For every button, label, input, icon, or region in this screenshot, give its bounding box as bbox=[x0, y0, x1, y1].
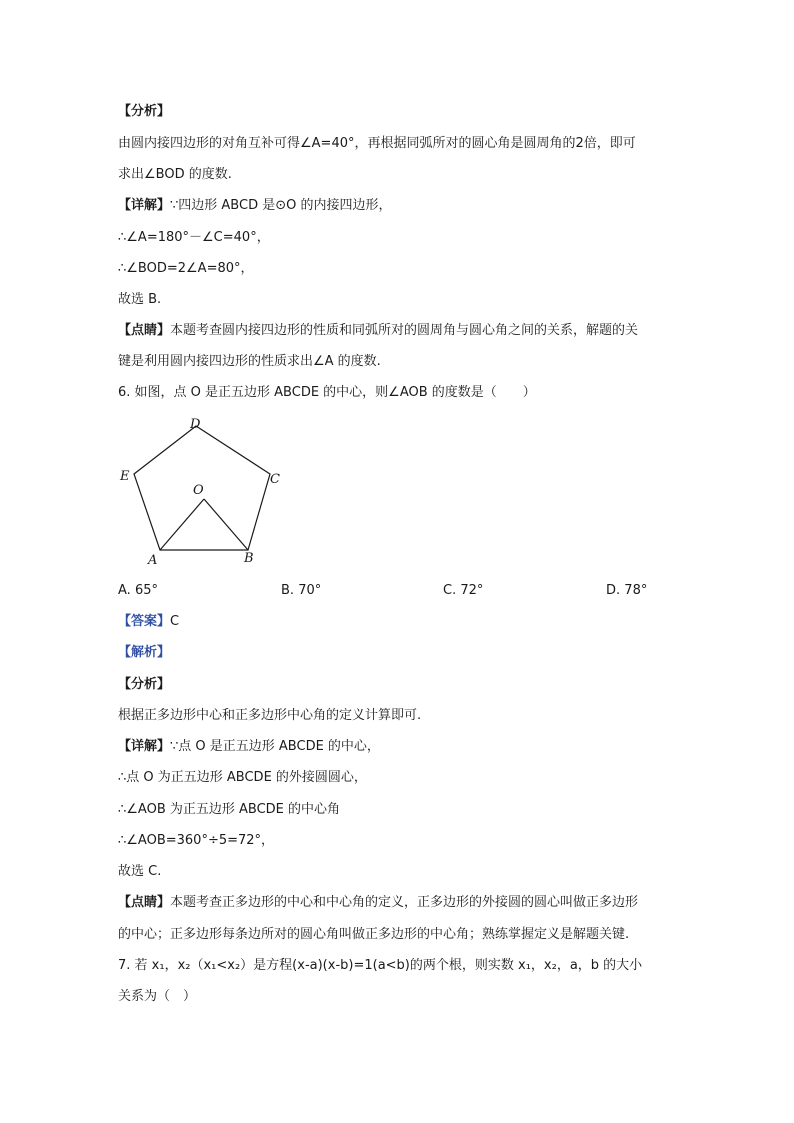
q6-detail-tag: 【详解】 bbox=[118, 739, 171, 754]
q6-comment-line2: 的中心；正多边形每条边所对的圆心角叫做正多边形的中心角；熟练掌握定义是解题关键. bbox=[118, 927, 630, 942]
q6-jiexi-tag: 【解析】 bbox=[118, 645, 171, 660]
segment-ob bbox=[204, 499, 248, 550]
q6-answer-tag: 【答案】 bbox=[118, 614, 171, 629]
q6-step3: ∴∠AOB=360°÷5=72°， bbox=[118, 833, 275, 848]
q6-analysis-text: 根据正多边形中心和正多边形中心角的定义计算即可. bbox=[118, 708, 422, 723]
option-letter: B. bbox=[281, 583, 295, 598]
option-letter: A. bbox=[118, 583, 131, 598]
prev-comment-line2: 键是利用圆内接四边形的性质求出∠A 的度数. bbox=[118, 354, 381, 369]
prev-analysis-line2: 求出∠BOD 的度数. bbox=[118, 167, 232, 182]
q7-stem-line2: 关系为（ ） bbox=[118, 989, 197, 1004]
q6-answer-value: C bbox=[170, 614, 180, 629]
q6-detail-line bbox=[118, 737, 380, 757]
prev-detail-text: ∵四边形 ABCD 是⊙O 的内接四边形， bbox=[170, 198, 392, 213]
q6-choose: 故选 C. bbox=[118, 864, 162, 879]
option-value: 65° bbox=[134, 583, 158, 598]
option-letter: D. bbox=[606, 583, 621, 598]
prev-step2: ∴∠BOD=2∠A=80°， bbox=[118, 261, 254, 276]
prev-detail-tag: 【详解】 bbox=[118, 198, 171, 213]
q6-option-d[interactable] bbox=[606, 581, 647, 601]
q6-stem: 6. 如图，点 O 是正五边形 ABCDE 的中心，则∠AOB 的度数是（ ） bbox=[118, 385, 536, 400]
label-o: O bbox=[193, 483, 204, 498]
q6-answer-line bbox=[118, 612, 179, 632]
prev-comment-text: 本题考查圆内接四边形的性质和同弧所对的圆周角与圆心角之间的关系，解题的关 bbox=[170, 323, 639, 338]
q6-comment-line1 bbox=[118, 893, 638, 913]
q6-option-b[interactable] bbox=[281, 581, 321, 601]
prev-comment-tag: 【点睛】 bbox=[118, 323, 171, 338]
option-value: 72° bbox=[460, 583, 484, 598]
q6-step1: ∴点 O 为正五边形 ABCDE 的外接圆圆心， bbox=[118, 770, 367, 785]
prev-analysis-tag: 【分析】 bbox=[118, 104, 171, 119]
prev-detail-line bbox=[118, 196, 391, 216]
prev-step1: ∴∠A=180°－∠C=40°， bbox=[118, 230, 270, 245]
label-c: C bbox=[270, 472, 280, 487]
label-d: D bbox=[190, 417, 201, 432]
prev-comment-line1 bbox=[118, 321, 638, 341]
q6-comment-text: 本题考查正多边形的中心和中心角的定义，正多边形的外接圆的圆心叫做正多边形 bbox=[170, 895, 639, 910]
q6-comment-tag: 【点睛】 bbox=[118, 895, 171, 910]
q6-analysis-tag: 【分析】 bbox=[118, 677, 171, 692]
prev-analysis-line1: 由圆内接四边形的对角互补可得∠A=40°，再根据同弧所对的圆心角是圆周角的2倍，即可 bbox=[118, 136, 636, 151]
label-a: A bbox=[148, 553, 158, 568]
prev-choose: 故选 B. bbox=[118, 292, 162, 307]
pentagon-figure bbox=[110, 410, 300, 570]
label-e: E bbox=[120, 469, 130, 484]
q6-detail-text: ∵点 O 是正五边形 ABCDE 的中心， bbox=[170, 739, 380, 754]
q7-stem-line1: 7. 若 x₁，x₂（x₁<x₂）是方程(x-a)(x-b)=1(a<b)的两个根，则实数 x₁，x₂，a，b 的大小 bbox=[118, 958, 643, 973]
segment-oa bbox=[160, 499, 204, 550]
option-value: 70° bbox=[298, 583, 322, 598]
option-value: 78° bbox=[624, 583, 648, 598]
option-letter: C. bbox=[443, 583, 457, 598]
q6-option-c[interactable] bbox=[443, 581, 483, 601]
q6-option-a[interactable] bbox=[118, 581, 158, 601]
label-b: B bbox=[244, 551, 254, 566]
q6-step2: ∴∠AOB 为正五边形 ABCDE 的中心角 bbox=[118, 802, 341, 817]
